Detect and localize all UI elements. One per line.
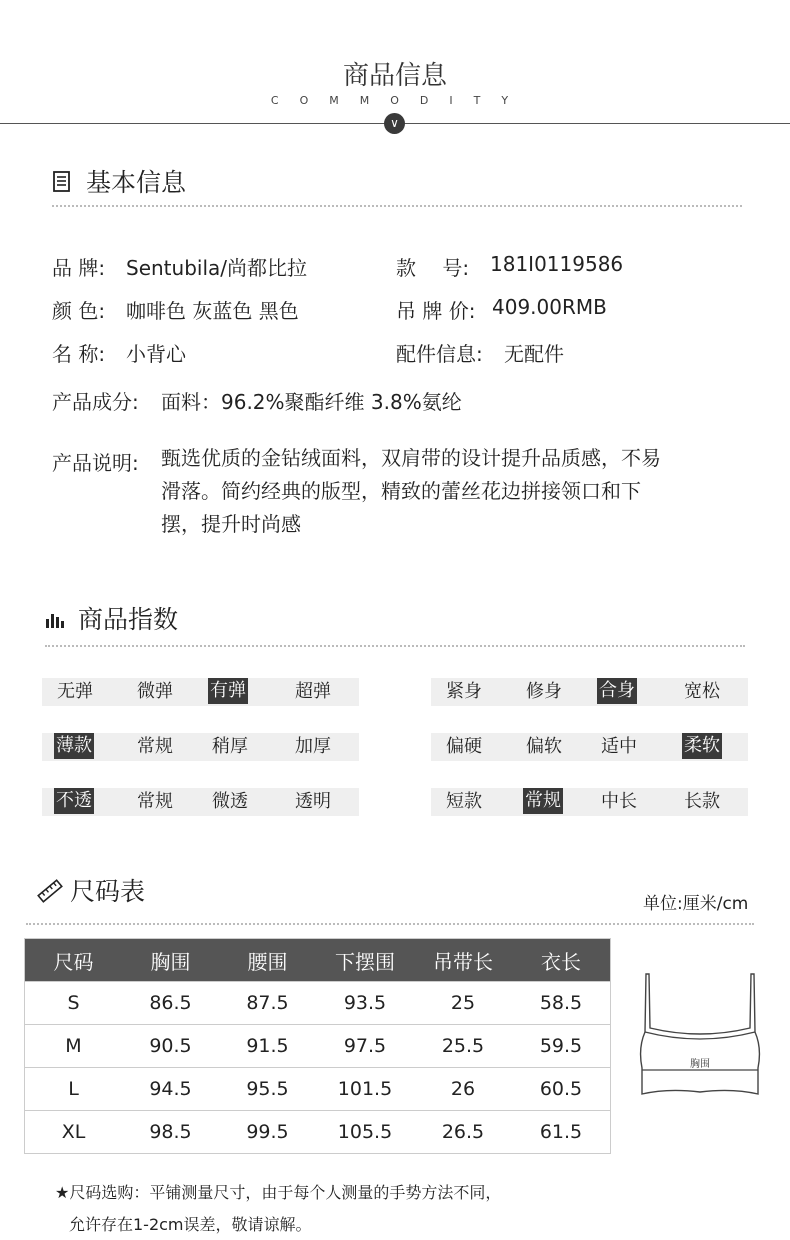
table-row [25,1068,610,1111]
size-note-line: 允许存在1-2cm误差，敬请谅解。 [69,1215,312,1234]
section-title-basic: 基本信息 [86,168,187,197]
index-option: 微透 [212,791,248,812]
index-option: 偏软 [526,736,562,757]
table-cell: M [25,1025,122,1068]
table-cell: 26.5 [414,1111,512,1154]
index-option: 无弹 [57,681,93,702]
table-cell: 91.5 [219,1025,316,1068]
table-cell: 93.5 [316,982,414,1025]
style-no-label: 款 号: [396,256,470,280]
table-cell: 59.5 [512,1025,610,1068]
table-cell: XL [25,1111,122,1154]
index-option-selected: 合身 [597,678,637,704]
accessory-value: 无配件 [504,342,564,366]
index-option: 紧身 [446,681,482,702]
dotted-divider [26,923,754,925]
table-cell: 95.5 [219,1068,316,1111]
camisole-diagram [636,968,764,1104]
table-cell: 26 [414,1068,512,1111]
column-header: 胸围 [122,939,219,982]
column-header: 下摆围 [316,939,414,982]
index-option-selected: 有弹 [208,678,248,704]
index-option: 透明 [295,791,331,812]
index-option: 超弹 [295,681,331,702]
index-option: 偏硬 [446,736,482,757]
column-header: 吊带长 [414,939,512,982]
index-option: 常规 [137,791,173,812]
index-option: 微弹 [137,681,173,702]
index-bar-elasticity [42,678,359,706]
diagram-chest-label: 胸围 [690,1059,710,1070]
index-option: 中长 [601,791,637,812]
size-table [25,939,610,1153]
description-line: 摆，提升时尚感 [161,512,301,536]
index-bar-length [431,788,748,816]
section-title-index: 商品指数 [78,605,179,634]
table-cell: S [25,982,122,1025]
table-cell: 101.5 [316,1068,414,1111]
index-option: 适中 [601,736,637,757]
brand-label: 品 牌: [52,256,106,280]
table-cell: 87.5 [219,982,316,1025]
page-title: 商品信息 [342,61,447,91]
index-bar-transparency [42,788,359,816]
dotted-divider [45,645,745,647]
index-option-selected: 薄款 [54,733,94,759]
index-option-selected: 柔软 [682,733,722,759]
table-cell: L [25,1068,122,1111]
table-cell: 58.5 [512,982,610,1025]
index-option: 短款 [446,791,482,812]
size-unit: 单位:厘米/cm [643,894,749,914]
table-cell: 105.5 [316,1111,414,1154]
index-option: 稍厚 [212,736,248,757]
size-note-line: ★尺码选购：平铺测量尺寸，由于每个人测量的手势方法不同， [55,1183,502,1202]
description-line: 滑落。简约经典的版型，精致的蕾丝花边拼接领口和下 [161,479,641,503]
style-no-value: 181I0119586 [490,252,624,276]
table-cell: 86.5 [122,982,219,1025]
index-option: 长款 [684,791,720,812]
table-cell: 94.5 [122,1068,219,1111]
index-option: 加厚 [295,736,331,757]
color-value: 咖啡色 灰蓝色 黑色 [126,299,299,323]
chevron-down-icon: ∨ [384,113,405,134]
material-label: 产品成分: [52,390,139,414]
table-cell: 61.5 [512,1111,610,1154]
accessory-label: 配件信息: [396,342,483,366]
description-label: 产品说明: [52,451,139,475]
dotted-divider [52,205,742,207]
table-cell: 60.5 [512,1068,610,1111]
index-option: 宽松 [684,681,720,702]
index-option-selected: 不透 [54,788,94,814]
table-row [25,1111,610,1154]
index-option: 修身 [526,681,562,702]
column-header: 衣长 [512,939,610,982]
document-icon [52,171,72,193]
tag-price-label: 吊 牌 价: [396,299,476,323]
size-table-container [24,938,611,1154]
bar-chart-icon [45,609,67,629]
tag-price-value: 409.00RMB [492,295,607,319]
section-title-size: 尺码表 [70,877,146,906]
index-bar-thickness [42,733,359,761]
index-bar-fit [431,678,748,706]
page-subtitle: COMMODITY [270,94,530,107]
size-table-header [25,939,610,982]
column-header: 腰围 [219,939,316,982]
material-value: 面料：96.2%聚酯纤维 3.8%氨纶 [161,390,462,414]
index-option-selected: 常规 [523,788,563,814]
table-cell: 25 [414,982,512,1025]
name-value: 小背心 [126,342,186,366]
name-label: 名 称: [52,342,106,366]
brand-value: Sentubila/尚都比拉 [126,256,307,280]
table-cell: 25.5 [414,1025,512,1068]
table-cell: 90.5 [122,1025,219,1068]
column-header: 尺码 [25,939,122,982]
color-label: 颜 色: [52,299,106,323]
description-text [161,442,721,541]
table-cell: 99.5 [219,1111,316,1154]
table-row [25,982,610,1025]
table-cell: 97.5 [316,1025,414,1068]
index-bar-softness [431,733,748,761]
ruler-icon [37,878,63,904]
table-row [25,1025,610,1068]
description-line: 甄选优质的金钻绒面料，双肩带的设计提升品质感，不易 [161,446,661,470]
table-cell: 98.5 [122,1111,219,1154]
index-option: 常规 [137,736,173,757]
